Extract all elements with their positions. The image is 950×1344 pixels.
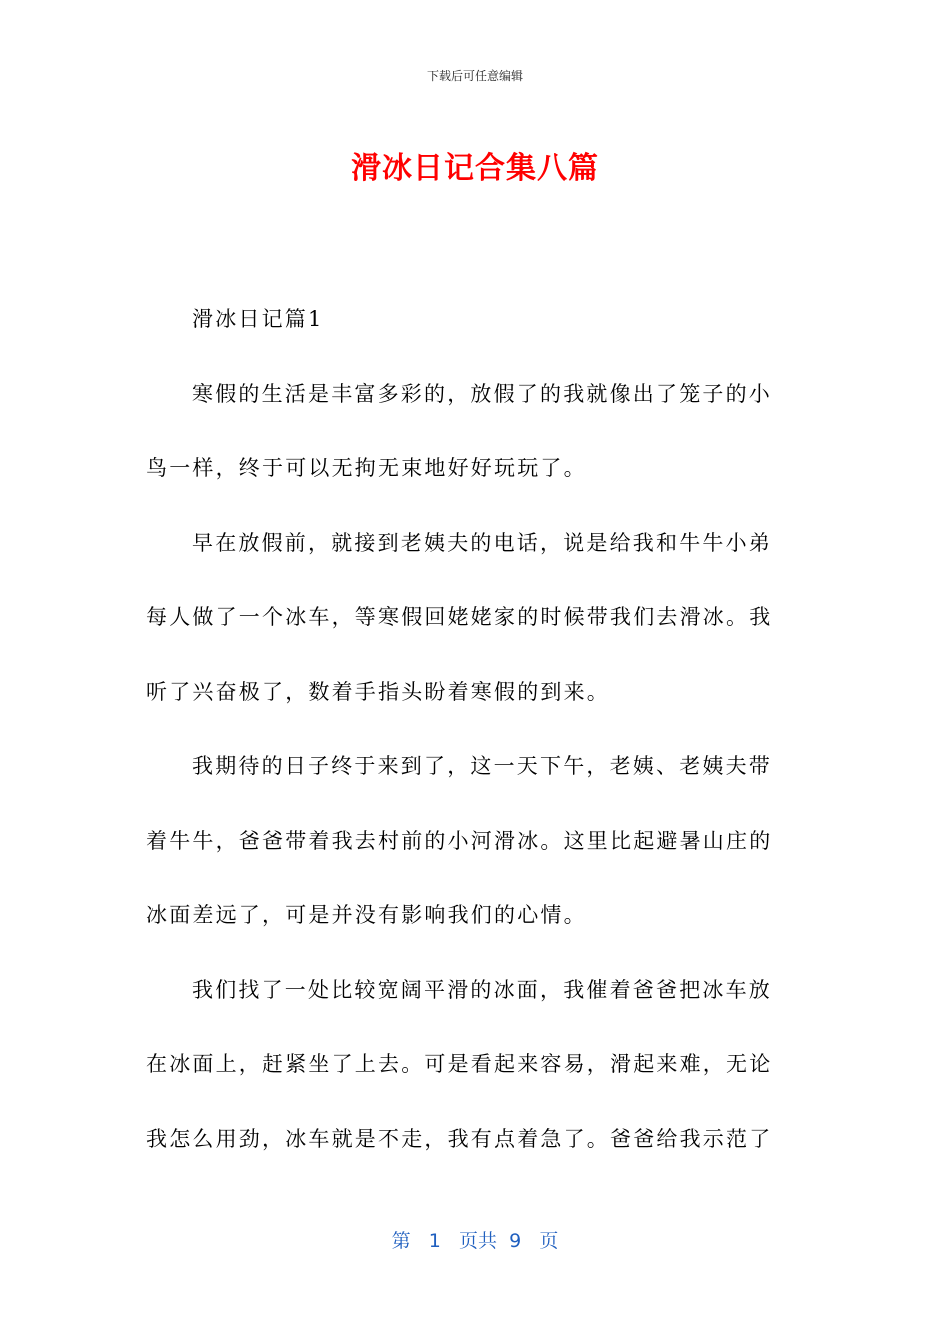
header-note: 下载后可任意编辑 xyxy=(426,69,523,83)
paragraph: 我期待的日子终于来到了，这一天下午，老姨、老姨夫带着牛牛，爸爸带着我去村前的小河滑冰。这里比起避暑山庄的冰面差远了，可是并没有影响我们的心情。 xyxy=(146,754,773,927)
document-title: 滑冰日记合集八篇 xyxy=(351,151,599,186)
total-pages-number: 9 xyxy=(509,1230,522,1252)
footer-middle: 页共 xyxy=(459,1230,498,1252)
footer-suffix: 页 xyxy=(539,1230,559,1252)
page-footer xyxy=(0,1226,950,1253)
footer-prefix: 第 xyxy=(391,1230,411,1252)
document-body xyxy=(146,282,794,1176)
paragraph: 我们找了一处比较宽阔平滑的冰面，我催着爸爸把冰车放在冰面上，赶紧坐了上去。可是看起来容易，滑起来难，无论我怎么用劲，冰车就是不走，我有点着急了。爸爸给我示范了 xyxy=(146,977,773,1151)
paragraph: 寒假的生活是丰富多彩的，放假了的我就像出了笼子的小鸟一样，终于可以无拘无束地好好玩玩了。 xyxy=(146,381,772,480)
paragraph: 早在放假前，就接到老姨夫的电话，说是给我和牛牛小弟每人做了一个冰车，等寒假回姥姥家的时候带我们去滑冰。我听了兴奋极了，数着手指头盼着寒假的到来。 xyxy=(146,530,773,704)
section-heading: 滑冰日记篇1 xyxy=(192,307,324,331)
current-page-number: 1 xyxy=(428,1230,441,1252)
